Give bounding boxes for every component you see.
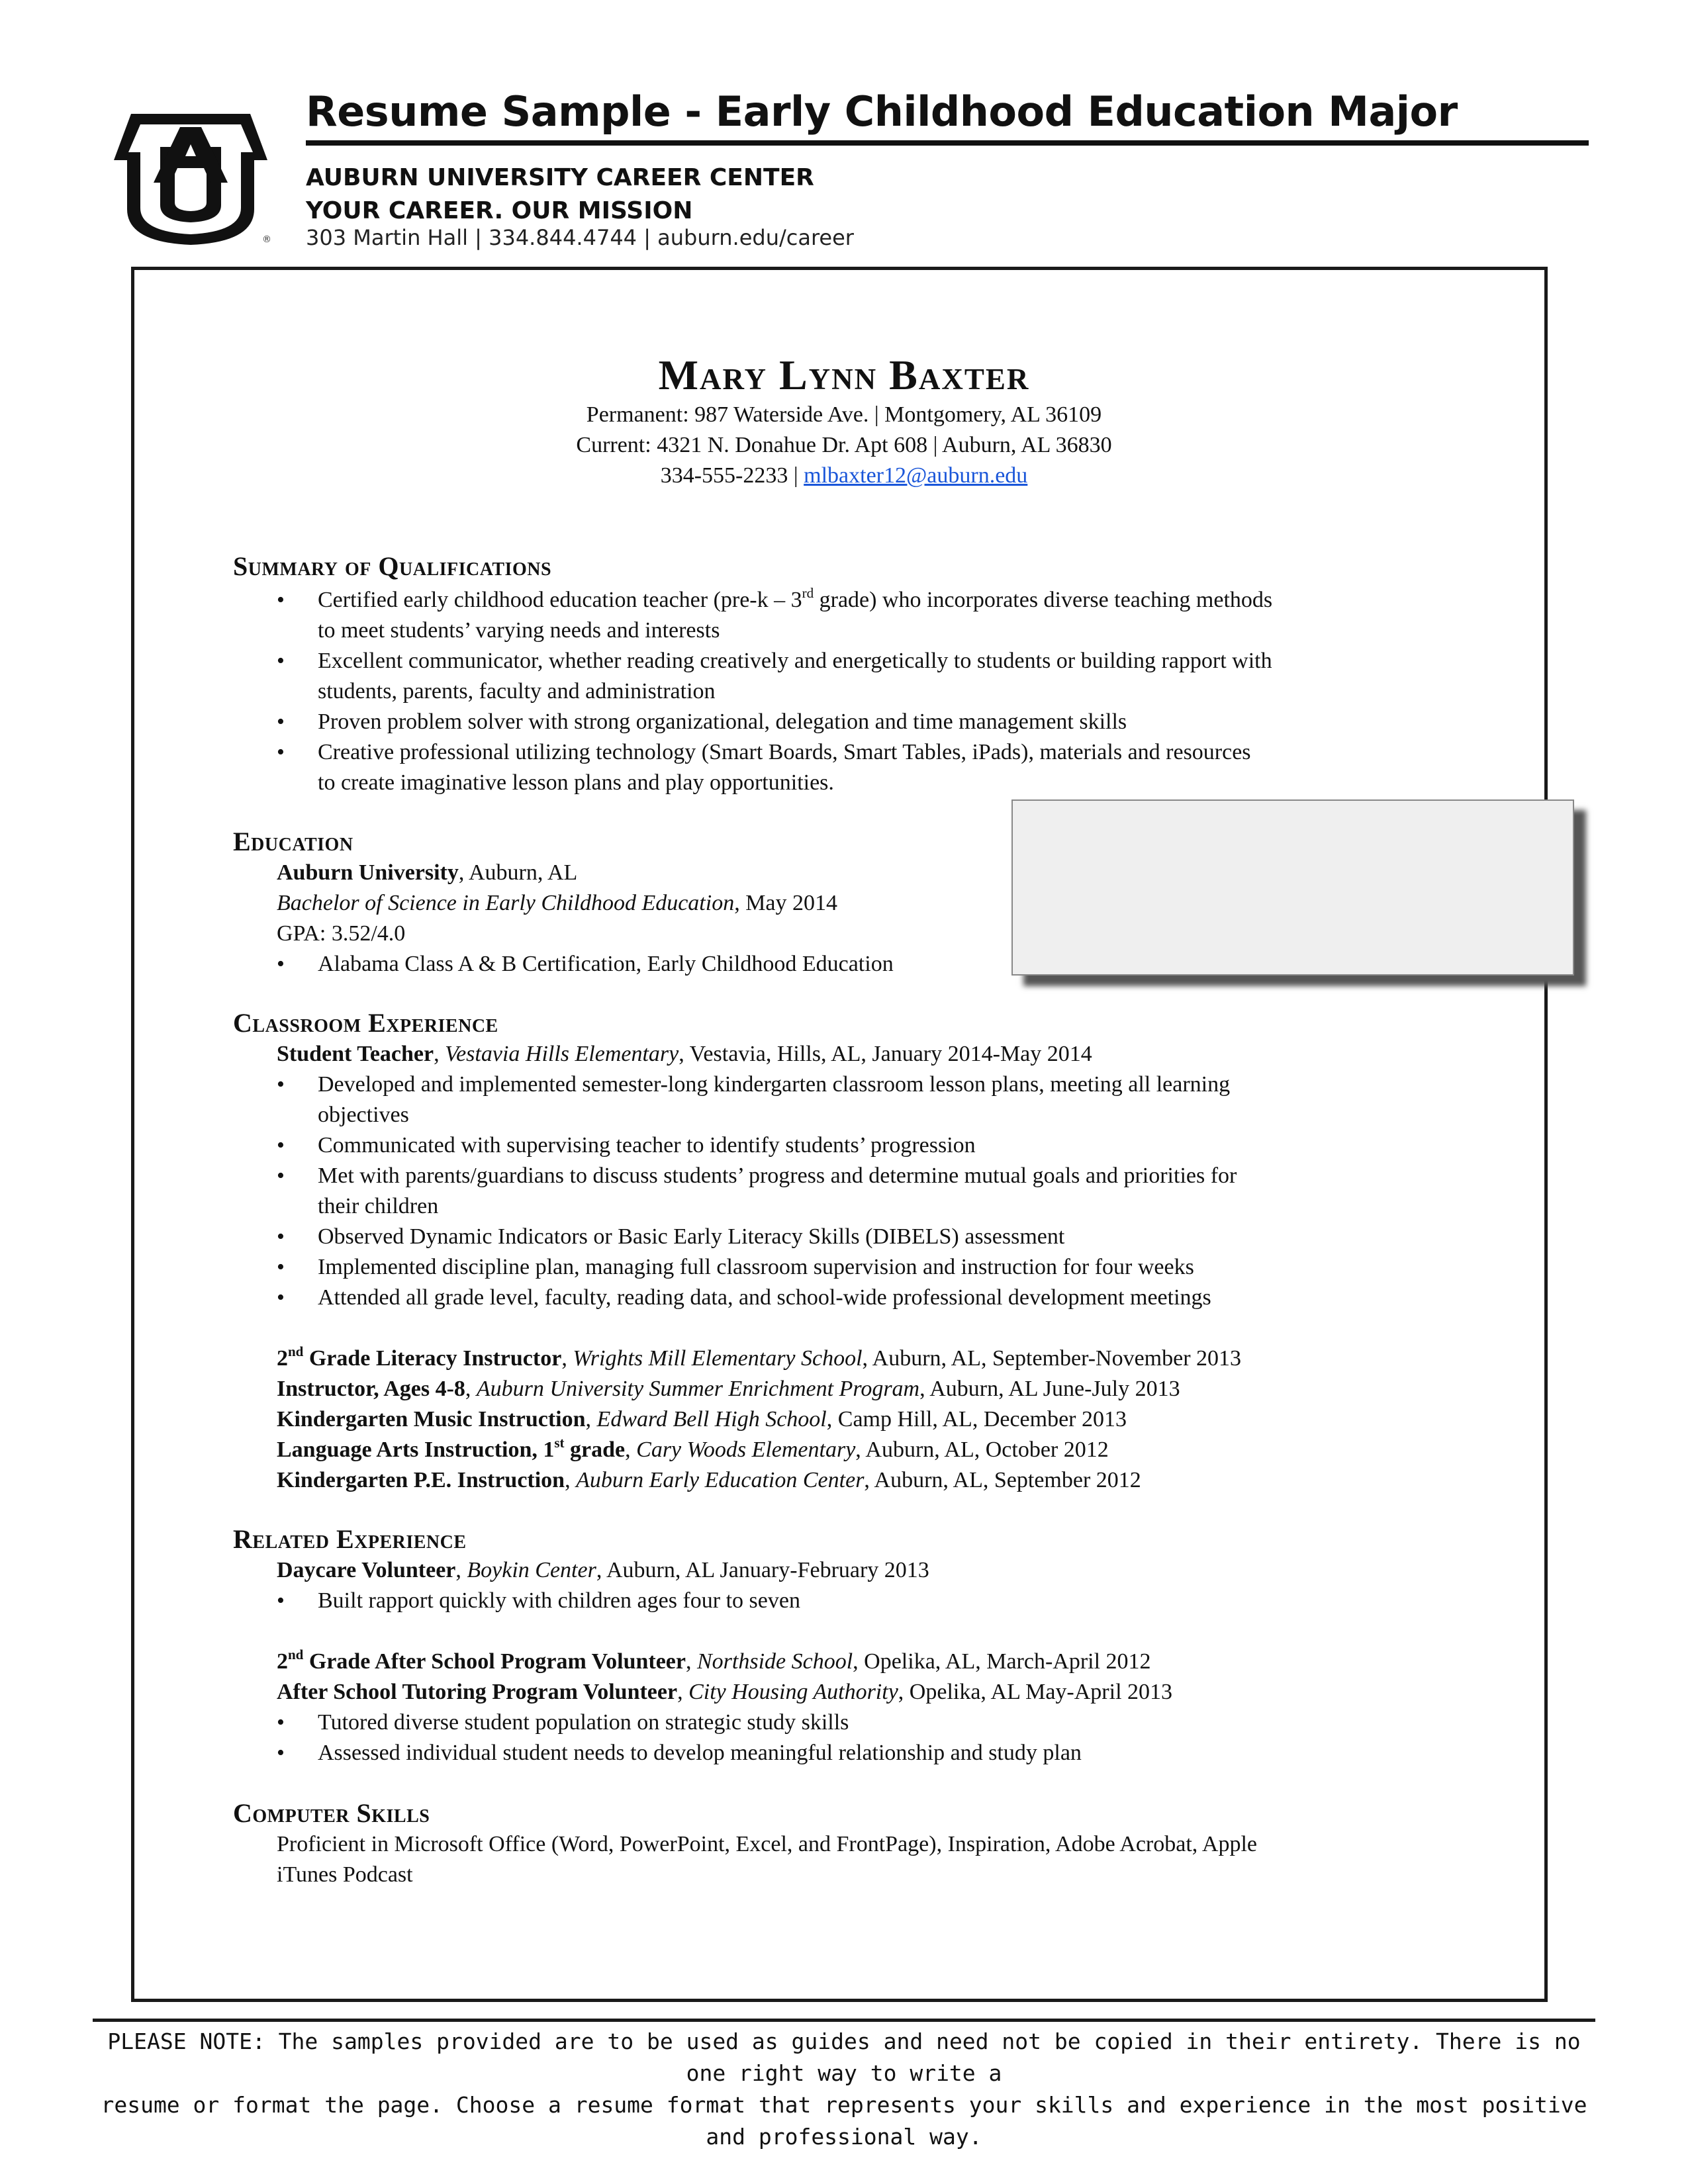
- bullet: •: [277, 1133, 285, 1158]
- summary-bullet-3: Proven problem solver with strong organizational, delegation and time management skills: [318, 709, 1127, 734]
- summary-bullet-2-cont: students, parents, faculty and administration: [318, 679, 716, 704]
- auburn-logo: [111, 110, 270, 248]
- education-degree: [277, 888, 837, 919]
- experience-entry-5: Kindergarten P.E. Instruction, Auburn Early Education Center, Auburn, AL, September 2012: [277, 1468, 1141, 1492]
- org-block: [306, 161, 814, 228]
- related-entry-2: 2nd Grade After School Program Volunteer, Northside School, Opelika, AL, March-April 2012: [277, 1647, 1151, 1674]
- classroom-bullet-3-cont: their children: [318, 1194, 439, 1218]
- degree-name: Bachelor of Science in Early Childhood Education: [277, 891, 735, 915]
- bullet: •: [277, 1072, 285, 1097]
- bullet: •: [277, 649, 285, 673]
- section-summary-heading: Summary of Qualifications: [233, 551, 552, 581]
- classroom-bullet-5: Implemented discipline plan, managing full classroom supervision and instruction for four weeks: [318, 1255, 1194, 1279]
- location-date: , Camp Hill, AL, December 2013: [826, 1407, 1127, 1432]
- organization: City Housing Authority: [688, 1680, 898, 1704]
- superscript: rd: [802, 585, 814, 601]
- summary-bullet-4: Creative professional utilizing technology (Smart Boards, Smart Tables, iPads), materials and resources: [318, 740, 1251, 764]
- role: Daycare Volunteer: [277, 1558, 456, 1582]
- bullet: •: [277, 1285, 285, 1310]
- bullet: •: [277, 952, 285, 976]
- bullet: •: [277, 740, 285, 764]
- role: After School Tutoring Program Volunteer: [277, 1680, 678, 1704]
- summary-bullet-1-cont: to meet students’ varying needs and interests: [318, 618, 720, 643]
- role: Instructor, Ages 4-8: [277, 1377, 465, 1401]
- au-logo-icon: [111, 110, 270, 248]
- email-link[interactable]: mlbaxter12@auburn.edu: [804, 463, 1028, 488]
- role: Kindergarten P.E. Instruction: [277, 1468, 565, 1492]
- summary-text: grade) who incorporates diverse teaching methods: [814, 588, 1273, 612]
- experience-entry-1: 2nd Grade Literacy Instructor, Wrights Mill Elementary School, Auburn, AL, September-November 2013: [277, 1343, 1242, 1371]
- education-school: [277, 858, 577, 888]
- location-date: , Opelika, AL, March-April 2012: [853, 1649, 1151, 1674]
- role: Grade Literacy Instructor: [303, 1346, 562, 1371]
- bullet: •: [277, 1255, 285, 1279]
- classroom-bullet-3: Met with parents/guardians to discuss students’ progress and determine mutual goals and priorities for: [318, 1163, 1237, 1188]
- bullet: •: [277, 1588, 285, 1613]
- phone-email-line: [0, 463, 1688, 488]
- experience-entry-3: Kindergarten Music Instruction, Edward Bell High School, Camp Hill, AL, December 2013: [277, 1407, 1127, 1432]
- bullet: •: [277, 1163, 285, 1188]
- experience-entry-4: Language Arts Instruction, 1st grade, Cary Woods Elementary, Auburn, AL, October 2012: [277, 1435, 1109, 1462]
- registered-mark: ®: [262, 234, 271, 245]
- organization: Boykin Center: [467, 1558, 596, 1582]
- summary-bullet-4-cont: to create imaginative lesson plans and play opportunities.: [318, 770, 834, 795]
- role-cont: grade: [564, 1437, 626, 1462]
- section-classroom-heading: Classroom Experience: [233, 1008, 498, 1038]
- role: Student Teacher: [277, 1042, 434, 1066]
- role: Kindergarten Music Instruction: [277, 1407, 586, 1432]
- phone: 334-555-2233 |: [660, 463, 804, 488]
- organization: Edward Bell High School: [596, 1407, 827, 1432]
- location-date: , Auburn, AL, September 2012: [864, 1468, 1141, 1492]
- location-date: , Auburn, AL June-July 2013: [919, 1377, 1180, 1401]
- page-title: Resume Sample - Early Childhood Education Major: [306, 87, 1458, 136]
- classroom-bullet-1-cont: objectives: [318, 1103, 409, 1127]
- permanent-address: Permanent: 987 Waterside Ave. | Montgomery, AL 36109: [586, 402, 1102, 427]
- bullet: •: [277, 709, 285, 734]
- school-name: Auburn University: [277, 860, 459, 885]
- related-bullet-1: Built rapport quickly with children ages four to seven: [318, 1588, 800, 1613]
- computer-skills-line-2: iTunes Podcast: [277, 1862, 413, 1887]
- location-date: , Vestavia, Hills, AL, January 2014-May 2014: [679, 1042, 1092, 1066]
- grade-number: 2: [277, 1649, 288, 1674]
- footer-note-line-2: resume or format the page. Choose a resume format that represents your skills and experience in the most positive and professional way.: [101, 2092, 1587, 2150]
- candidate-name: Mary Lynn Baxter: [658, 351, 1030, 398]
- superscript: nd: [288, 1647, 304, 1662]
- classroom-bullet-4: Observed Dynamic Indicators or Basic Early Literacy Skills (DIBELS) assessment: [318, 1224, 1065, 1249]
- bullet: •: [277, 1224, 285, 1249]
- role: Grade After School Program Volunteer: [303, 1649, 686, 1674]
- related-bullet-2: Tutored diverse student population on strategic study skills: [318, 1710, 849, 1735]
- school-location: , Auburn, AL: [458, 860, 578, 885]
- role: Language Arts Instruction, 1: [277, 1437, 555, 1462]
- summary-bullet-1: [318, 585, 1272, 615]
- location-date: , Auburn, AL, September-November 2013: [862, 1346, 1242, 1371]
- experience-entry-2: Instructor, Ages 4-8, Auburn University Summer Enrichment Program, Auburn, AL June-July 2013: [277, 1377, 1180, 1401]
- organization: Vestavia Hills Elementary: [445, 1042, 679, 1066]
- organization: Wrights Mill Elementary School: [573, 1346, 863, 1371]
- location-date: , Auburn, AL January-February 2013: [596, 1558, 929, 1582]
- section-education-heading: Education: [233, 827, 353, 856]
- bullet: •: [277, 1710, 285, 1735]
- organization: Auburn University Summer Enrichment Program: [476, 1377, 920, 1401]
- related-entry-1: Daycare Volunteer, Boykin Center, Auburn, AL January-February 2013: [277, 1558, 929, 1582]
- education-gpa: GPA: 3.52/4.0: [277, 921, 406, 946]
- education-cert: Alabama Class A & B Certification, Early Childhood Education: [318, 952, 894, 976]
- bullet: •: [277, 588, 285, 612]
- location-date: , Auburn, AL, October 2012: [855, 1437, 1109, 1462]
- classroom-bullet-6: Attended all grade level, faculty, reading data, and school-wide professional development meetings: [318, 1285, 1211, 1310]
- student-teacher-line: Student Teacher, Vestavia Hills Elementary, Vestavia, Hills, AL, January 2014-May 2014: [277, 1042, 1092, 1066]
- org-contact: 303 Martin Hall | 334.844.4744 | auburn.edu/career: [306, 225, 854, 250]
- superscript: nd: [288, 1343, 304, 1359]
- footer-note-line-1: PLEASE NOTE: The samples provided are to be used as guides and need not be copied in their entirety. There is no one right way to write a: [107, 2028, 1581, 2086]
- organization: Northside School: [696, 1649, 853, 1674]
- degree-date: , May 2014: [734, 891, 838, 915]
- superscript: st: [554, 1435, 565, 1451]
- classroom-bullet-2: Communicated with supervising teacher to identify students’ progression: [318, 1133, 976, 1158]
- image-placeholder-box: [1011, 799, 1574, 976]
- organization: Auburn Early Education Center: [576, 1468, 865, 1492]
- related-entry-3: After School Tutoring Program Volunteer, City Housing Authority, Opelika, AL May-April 2013: [277, 1680, 1173, 1704]
- classroom-bullet-1: Developed and implemented semester-long kindergarten classroom lesson plans, meeting all learning: [318, 1072, 1231, 1097]
- org-tagline: YOUR CAREER. OUR MISSION: [306, 197, 693, 224]
- computer-skills-line-1: Proficient in Microsoft Office (Word, PowerPoint, Excel, and FrontPage), Inspiration, Adobe Acrobat, Apple: [277, 1832, 1258, 1856]
- location-date: , Opelika, AL May-April 2013: [898, 1680, 1173, 1704]
- org-name: AUBURN UNIVERSITY CAREER CENTER: [306, 164, 814, 191]
- current-address: Current: 4321 N. Donahue Dr. Apt 608 | Auburn, AL 36830: [576, 433, 1112, 457]
- grade-number: 2: [277, 1346, 288, 1371]
- section-computer-heading: Computer Skills: [233, 1798, 430, 1828]
- summary-text: Certified early childhood education teacher (pre-k – 3: [318, 588, 802, 612]
- header-rule: [306, 140, 1589, 146]
- section-related-heading: Related Experience: [233, 1524, 467, 1554]
- related-bullet-3: Assessed individual student needs to develop meaningful relationship and study plan: [318, 1741, 1082, 1765]
- organization: Cary Woods Elementary: [636, 1437, 856, 1462]
- footer-note: [93, 2019, 1595, 2153]
- summary-bullet-2: Excellent communicator, whether reading creatively and energetically to students or building rapport with: [318, 649, 1272, 673]
- bullet: •: [277, 1741, 285, 1765]
